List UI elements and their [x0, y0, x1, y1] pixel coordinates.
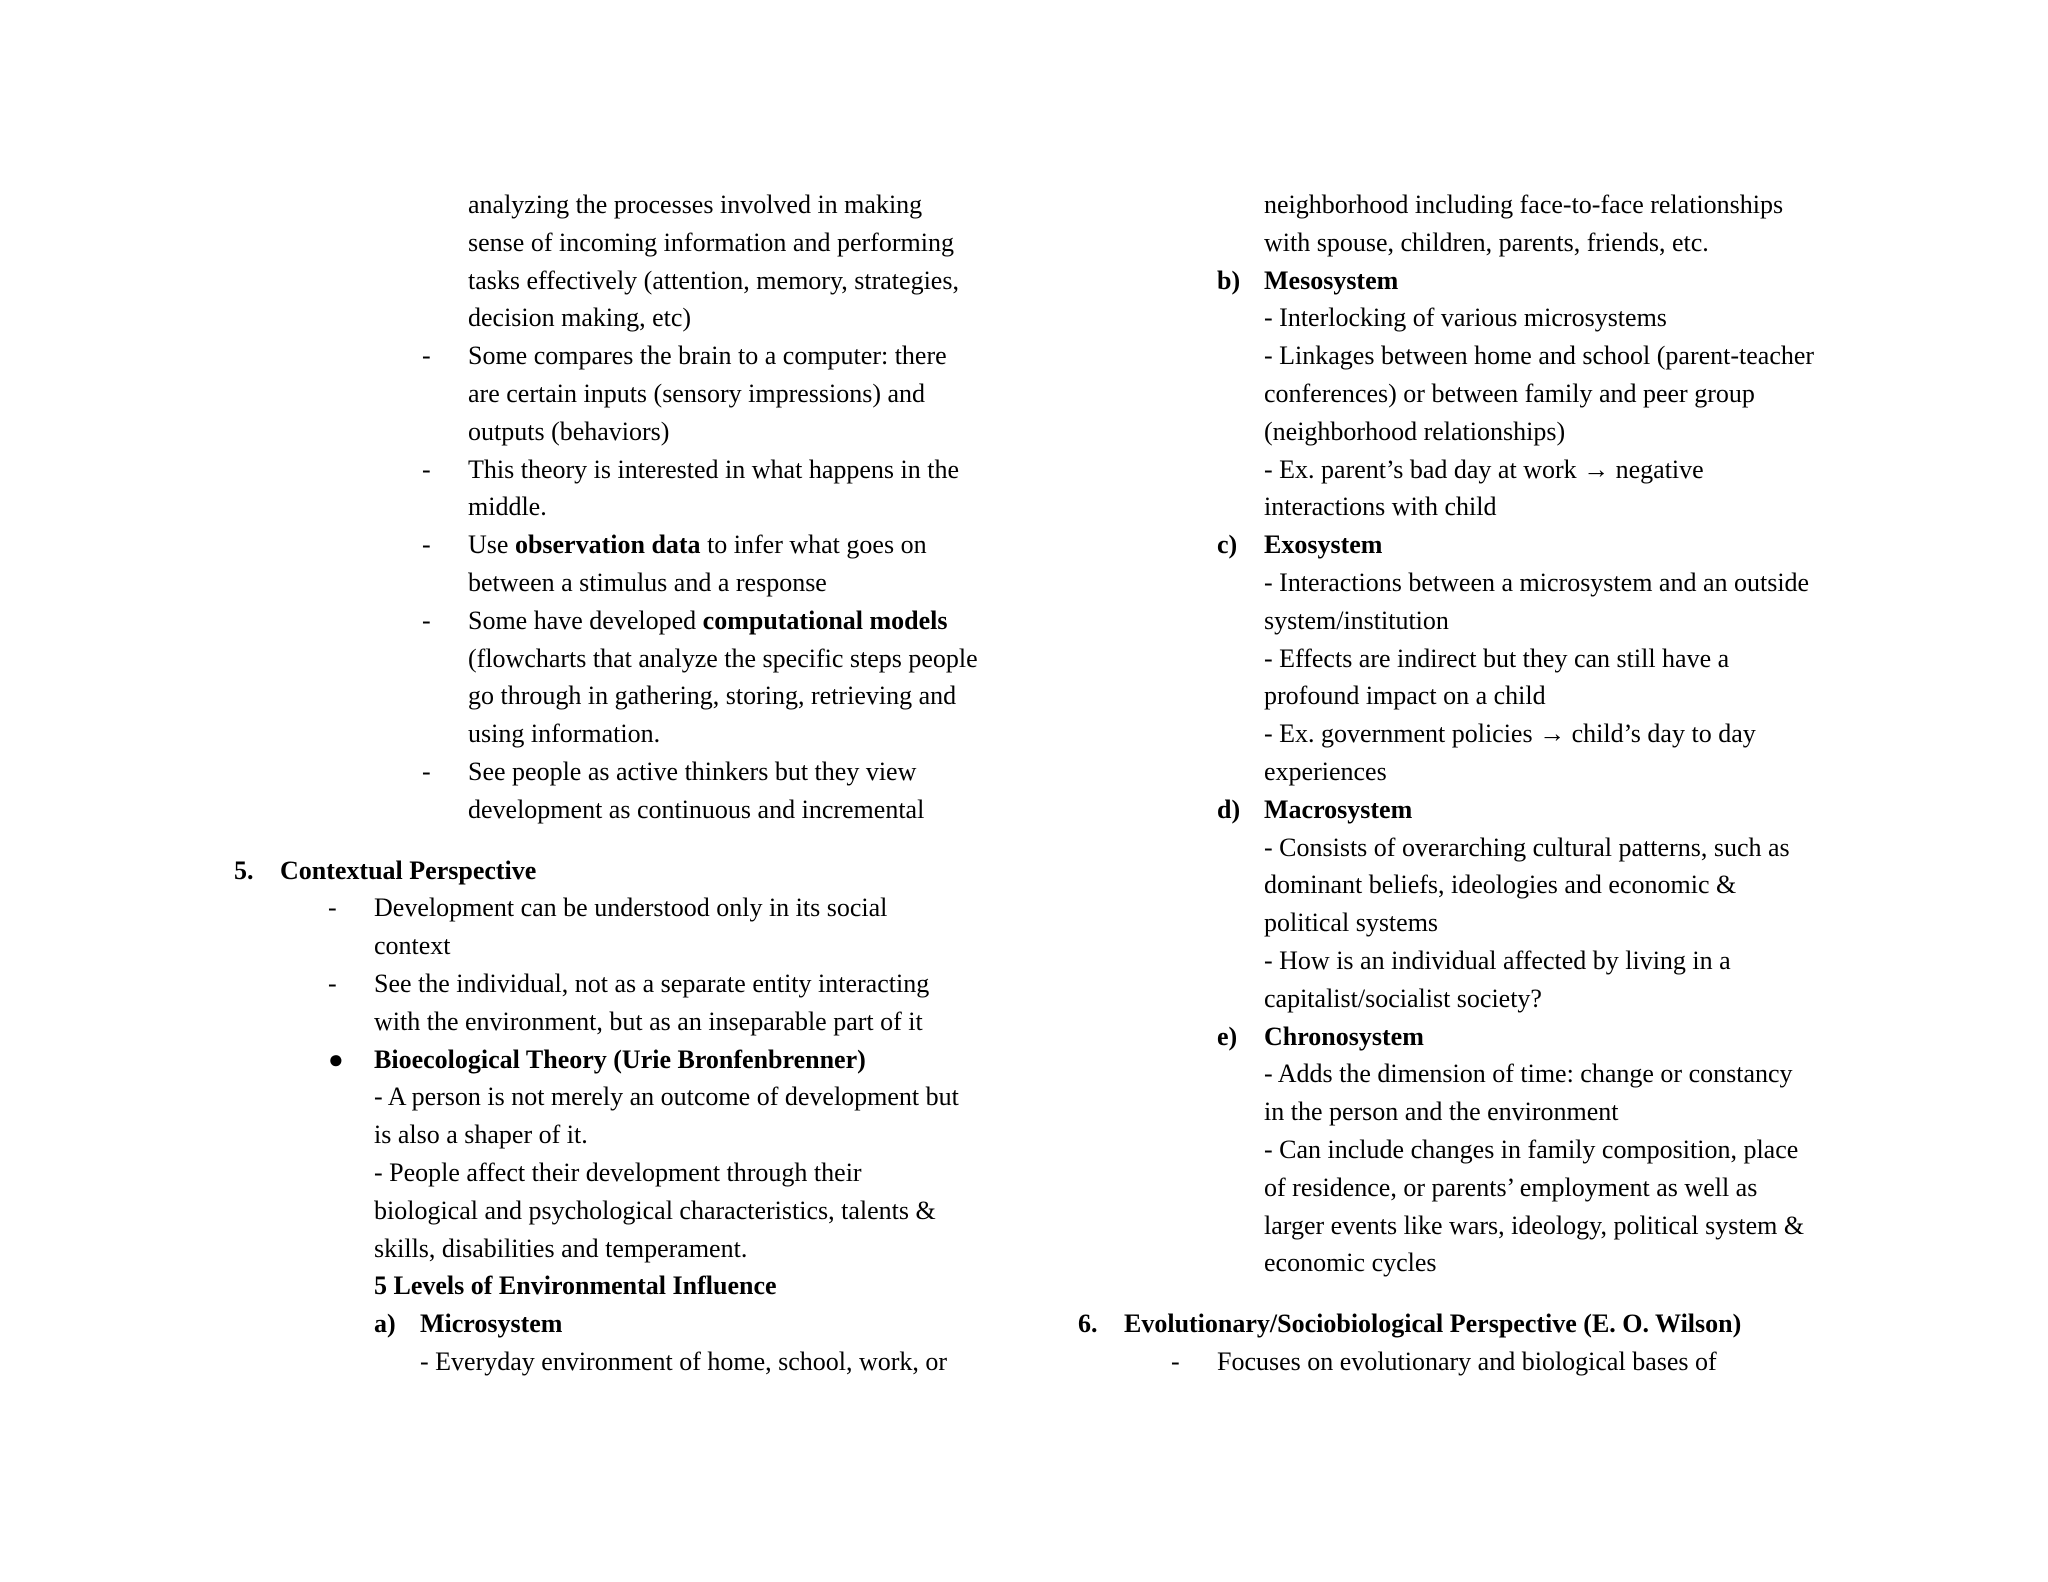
list-item [232, 526, 1052, 564]
spacer [232, 829, 1052, 852]
text-line [232, 262, 1052, 300]
text-line [1076, 1093, 1976, 1131]
level-marker-text: c) [1217, 530, 1238, 560]
section-number-text: 6. [1078, 1309, 1098, 1339]
level-title [1264, 526, 1382, 564]
section-heading [232, 852, 1052, 890]
text-line [1076, 451, 1976, 489]
text-line [1076, 1131, 1976, 1169]
right-column [1076, 186, 1976, 1381]
bold-term: computational models [702, 605, 948, 635]
text-line [232, 677, 1052, 715]
section-title [1124, 1305, 1741, 1343]
dash-bullet: - [1171, 1346, 1180, 1376]
text-line [1076, 1244, 1976, 1282]
text-line [1076, 1055, 1976, 1093]
text-line [1076, 299, 1976, 337]
text-line [1076, 186, 1976, 224]
paragraph-text: - Can include changes in family composition, place [1264, 1134, 1799, 1164]
level-title-text: Exosystem [1264, 530, 1383, 560]
paragraph-text: - Effects are indirect but they can still have a [1264, 643, 1730, 673]
text-line [232, 413, 1052, 451]
text-line [1076, 488, 1976, 526]
bold-term: observation data [514, 530, 701, 560]
paragraph-text: conferences) or between family and peer group [1264, 378, 1755, 408]
text-line [232, 1078, 1052, 1116]
text-line [1076, 829, 1976, 867]
paragraph-text: - Consists of overarching cultural patterns, such as [1264, 832, 1790, 862]
level-title-text: Microsystem [420, 1309, 563, 1339]
text-line [232, 1230, 1052, 1268]
list-item-text: Some compares the brain to a computer: there [468, 341, 947, 371]
paragraph-text: biological and psychological characteristics, talents & [374, 1195, 936, 1225]
paragraph-text: sense of incoming information and performing [468, 227, 954, 257]
level-marker-text: d) [1217, 794, 1241, 824]
paragraph-text: - Linkages between home and school (parent-teacher [1264, 341, 1815, 371]
level-title-text: Mesosystem [1264, 265, 1399, 295]
level-title [420, 1305, 562, 1343]
paragraph-text: tasks effectively (attention, memory, strategies, [468, 265, 959, 295]
level-title [1264, 262, 1398, 300]
list-item [232, 965, 1052, 1003]
paragraph-text: interactions with child [1264, 492, 1497, 522]
list-item [232, 602, 1052, 640]
paragraph-text: political systems [1264, 908, 1439, 938]
paragraph-text: dominant beliefs, ideologies and economic & [1264, 870, 1737, 900]
list-item-text: outputs (behaviors) [468, 416, 670, 446]
paragraph-text: experiences [1264, 756, 1387, 786]
paragraph-text: - Ex. government policies → child’s day to day [1264, 719, 1756, 749]
list-item-text: See the individual, not as a separate entity interacting [374, 968, 930, 998]
text-line [232, 488, 1052, 526]
dash-bullet: - [422, 605, 431, 635]
level-marker-text: e) [1217, 1021, 1238, 1051]
paragraph-text: analyzing the processes involved in making [468, 190, 923, 219]
paragraph-text: is also a shaper of it. [374, 1120, 588, 1150]
level-item [232, 1305, 1052, 1343]
level-title-text: Macrosystem [1264, 794, 1413, 824]
paragraph-text: - How is an individual affected by living in a [1264, 945, 1731, 975]
paragraph-text: - Everyday environment of home, school, work, or [420, 1346, 948, 1376]
text-line [232, 1154, 1052, 1192]
level-marker [1217, 1018, 1237, 1056]
paragraph-text: system/institution [1264, 605, 1449, 635]
text-line [232, 1003, 1052, 1041]
list-item-text: context [374, 931, 451, 961]
section-title [280, 852, 536, 890]
list-item [232, 753, 1052, 791]
list-item-text: go through in gathering, storing, retrieving and [468, 681, 957, 711]
text-line [1076, 640, 1976, 678]
list-item-text: middle. [468, 492, 547, 522]
paragraph-text: profound impact on a child [1264, 681, 1546, 711]
paragraph-text: - Interlocking of various microsystems [1264, 303, 1667, 333]
paragraph-text: - Adds the dimension of time: change or constancy [1264, 1059, 1793, 1089]
dash-bullet: - [328, 893, 337, 923]
level-marker [1217, 526, 1237, 564]
list-item [1076, 1343, 1976, 1381]
dash-bullet: - [422, 454, 431, 484]
level-marker [374, 1305, 396, 1343]
list-item [232, 889, 1052, 927]
text-line [232, 1192, 1052, 1230]
text-run: Some have developed [468, 605, 703, 635]
text-line [1076, 375, 1976, 413]
section-title-text: Contextual Perspective [280, 855, 537, 885]
text-line [232, 791, 1052, 829]
level-marker [1217, 262, 1240, 300]
list-item-text: with the environment, but as an inseparable part of it [374, 1006, 923, 1036]
paragraph-text: - A person is not merely an outcome of development but [374, 1082, 959, 1112]
list-item-text: See people as active thinkers but they view [468, 756, 917, 786]
text-line [232, 1116, 1052, 1154]
text-run: Use [468, 530, 515, 560]
text-line [1076, 866, 1976, 904]
text-line [1076, 413, 1976, 451]
text-run: to infer what goes on [700, 530, 927, 560]
text-line [1076, 564, 1976, 602]
list-item-text: development as continuous and incremental [468, 794, 925, 824]
text-line [232, 224, 1052, 262]
paragraph-text: larger events like wars, ideology, political system & [1264, 1210, 1805, 1240]
theory-title-text: Bioecological Theory (Urie Bronfenbrenner) [374, 1044, 866, 1074]
text-line [232, 1343, 1052, 1381]
text-line [232, 375, 1052, 413]
list-item-text: (flowcharts that analyze the specific steps people [468, 643, 978, 673]
paragraph-text: - People affect their development through their [374, 1157, 862, 1187]
text-line [232, 715, 1052, 753]
section-number-text: 5. [234, 855, 254, 885]
dash-bullet: - [422, 756, 431, 786]
text-line [1076, 602, 1976, 640]
list-item-text: Development can be understood only in its social [374, 893, 888, 923]
paragraph-text: - Ex. parent’s bad day at work → negative [1264, 454, 1704, 484]
list-item [232, 451, 1052, 489]
paragraph-text: economic cycles [1264, 1248, 1437, 1278]
list-item-text: This theory is interested in what happens in the [468, 454, 960, 484]
level-item [1076, 1018, 1976, 1056]
level-title [1264, 1018, 1424, 1056]
text-line [232, 640, 1052, 678]
levels-heading [374, 1267, 777, 1305]
section-title-text: Evolutionary/Sociobiological Perspective (E. O. Wilson) [1124, 1309, 1742, 1339]
list-item-text [468, 526, 927, 564]
dash-bullet: - [422, 530, 431, 560]
paragraph-text: skills, disabilities and temperament. [374, 1233, 748, 1263]
list-item-text: are certain inputs (sensory impressions) and [468, 378, 926, 408]
text-line [232, 927, 1052, 965]
text-line [1076, 1169, 1976, 1207]
list-item-text: using information. [468, 719, 661, 749]
text-line [1076, 980, 1976, 1018]
text-line [1076, 942, 1976, 980]
subheading [232, 1267, 1052, 1305]
dash-bullet: - [328, 968, 337, 998]
text-line [1076, 337, 1976, 375]
text-line [1076, 715, 1976, 753]
paragraph-text: neighborhood including face-to-face relationships [1264, 190, 1784, 219]
level-title-text: Chronosystem [1264, 1021, 1424, 1051]
spacer [1076, 1282, 1976, 1305]
text-line [1076, 753, 1976, 791]
list-item [232, 337, 1052, 375]
list-item [232, 1041, 1052, 1079]
level-item [1076, 791, 1976, 829]
section-heading [1076, 1305, 1976, 1343]
text-line [232, 299, 1052, 337]
text-line [232, 564, 1052, 602]
text-line [1076, 677, 1976, 715]
round-bullet: ● [328, 1044, 344, 1074]
level-marker [1217, 791, 1240, 829]
level-marker-text: b) [1217, 265, 1241, 295]
level-item [1076, 526, 1976, 564]
paragraph-text: in the person and the environment [1264, 1097, 1619, 1127]
levels-heading-text: 5 Levels of Environmental Influence [374, 1271, 777, 1301]
level-title [1264, 791, 1412, 829]
left-column [232, 186, 1052, 1381]
text-line [1076, 904, 1976, 942]
paragraph-text: decision making, etc) [468, 303, 692, 333]
list-item-text [468, 602, 948, 640]
paragraph-text: capitalist/socialist society? [1264, 983, 1542, 1013]
theory-title [374, 1041, 866, 1079]
paragraph-text: with spouse, children, parents, friends, etc. [1264, 227, 1709, 257]
level-item [1076, 262, 1976, 300]
section-number [1078, 1305, 1098, 1343]
list-item-text: between a stimulus and a response [468, 567, 827, 597]
paragraph-text: (neighborhood relationships) [1264, 416, 1566, 446]
text-line [232, 186, 1052, 224]
text-line [1076, 224, 1976, 262]
dash-bullet: - [422, 341, 431, 371]
text-line [1076, 1207, 1976, 1245]
section-number [234, 852, 254, 890]
paragraph-text: of residence, or parents’ employment as well as [1264, 1172, 1758, 1202]
list-item-text: Focuses on evolutionary and biological bases of [1217, 1346, 1717, 1376]
paragraph-text: - Interactions between a microsystem and an outside [1264, 567, 1810, 597]
level-marker-text: a) [374, 1309, 396, 1339]
